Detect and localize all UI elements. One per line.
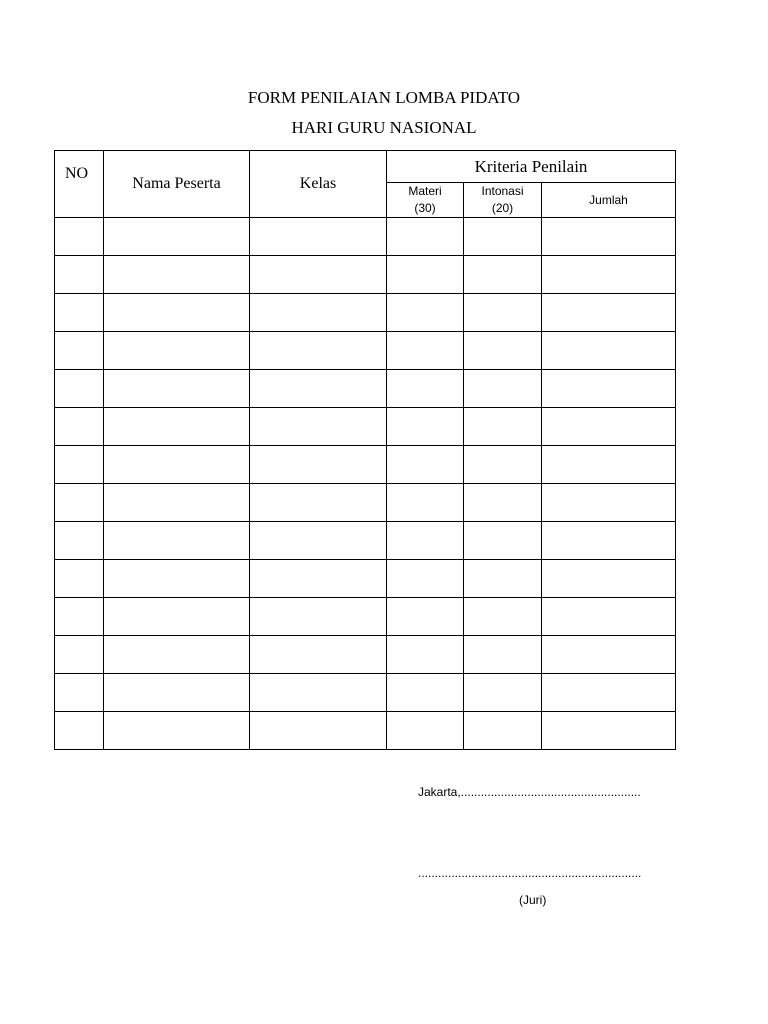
cell-intonasi[interactable]: [464, 294, 542, 332]
cell-materi[interactable]: [387, 408, 464, 446]
table-row: [55, 446, 676, 484]
cell-materi[interactable]: [387, 522, 464, 560]
cell-no[interactable]: [55, 674, 104, 712]
cell-jumlah[interactable]: [542, 484, 676, 522]
cell-jumlah[interactable]: [542, 598, 676, 636]
cell-intonasi[interactable]: [464, 256, 542, 294]
cell-no[interactable]: [55, 332, 104, 370]
assessment-table: [54, 150, 676, 750]
table-row: [55, 636, 676, 674]
header-intonasi-label: Intonasi: [481, 184, 524, 198]
cell-intonasi[interactable]: [464, 332, 542, 370]
cell-nama[interactable]: [104, 636, 250, 674]
cell-jumlah[interactable]: [542, 408, 676, 446]
cell-jumlah[interactable]: [542, 636, 676, 674]
table-body: [55, 218, 676, 750]
cell-jumlah[interactable]: [542, 294, 676, 332]
cell-kelas[interactable]: [250, 294, 387, 332]
cell-no[interactable]: [55, 484, 104, 522]
table-row: [55, 598, 676, 636]
table-row: [55, 674, 676, 712]
cell-kelas[interactable]: [250, 332, 387, 370]
header-intonasi-score: (20): [491, 201, 514, 215]
cell-no[interactable]: [55, 560, 104, 598]
cell-nama[interactable]: [104, 522, 250, 560]
form-title: FORM PENILAIAN LOMBA PIDATO: [247, 88, 521, 107]
table-row: [55, 294, 676, 332]
cell-jumlah[interactable]: [542, 332, 676, 370]
cell-intonasi[interactable]: [464, 408, 542, 446]
table-row: [55, 370, 676, 408]
juri-label: (Juri): [519, 893, 547, 907]
header-kelas: Kelas: [250, 151, 387, 218]
cell-no[interactable]: [55, 408, 104, 446]
cell-intonasi[interactable]: [464, 674, 542, 712]
cell-jumlah[interactable]: [542, 446, 676, 484]
cell-intonasi[interactable]: [464, 712, 542, 750]
cell-no[interactable]: [55, 598, 104, 636]
cell-materi[interactable]: [387, 598, 464, 636]
header-nama-peserta: Nama Peserta: [104, 151, 250, 218]
header-jumlah: Jumlah: [542, 183, 676, 218]
cell-materi[interactable]: [387, 712, 464, 750]
table-row: [55, 408, 676, 446]
cell-intonasi[interactable]: [464, 560, 542, 598]
cell-intonasi[interactable]: [464, 484, 542, 522]
cell-intonasi[interactable]: [464, 522, 542, 560]
table-row: [55, 256, 676, 294]
cell-materi[interactable]: [387, 370, 464, 408]
cell-intonasi[interactable]: [464, 370, 542, 408]
header-kriteria-penilaian: Kriteria Penilain: [387, 151, 676, 183]
cell-nama[interactable]: [104, 256, 250, 294]
signature-line: ...................................................................: [418, 866, 642, 880]
table-row: [55, 332, 676, 370]
header-materi: [387, 183, 464, 218]
cell-jumlah[interactable]: [542, 256, 676, 294]
cell-nama[interactable]: [104, 674, 250, 712]
header-materi-score: (30): [414, 201, 436, 215]
cell-nama[interactable]: [104, 218, 250, 256]
form-subtitle: HARI GURU NASIONAL: [291, 118, 477, 137]
cell-intonasi[interactable]: [464, 598, 542, 636]
cell-kelas[interactable]: [250, 408, 387, 446]
cell-jumlah[interactable]: [542, 712, 676, 750]
cell-materi[interactable]: [387, 446, 464, 484]
cell-no[interactable]: [55, 218, 104, 256]
cell-intonasi[interactable]: [464, 218, 542, 256]
header-intonasi: [464, 183, 542, 218]
cell-materi[interactable]: [387, 560, 464, 598]
cell-no[interactable]: [55, 370, 104, 408]
cell-materi[interactable]: [387, 294, 464, 332]
cell-kelas[interactable]: [250, 446, 387, 484]
table-row: [55, 522, 676, 560]
table-row: [55, 560, 676, 598]
cell-materi[interactable]: [387, 484, 464, 522]
cell-materi[interactable]: [387, 218, 464, 256]
cell-materi[interactable]: [387, 332, 464, 370]
header-materi-label: Materi: [408, 184, 442, 198]
cell-nama[interactable]: [104, 712, 250, 750]
cell-nama[interactable]: [104, 332, 250, 370]
cell-kelas[interactable]: [250, 598, 387, 636]
cell-materi[interactable]: [387, 256, 464, 294]
cell-nama[interactable]: [104, 408, 250, 446]
cell-nama[interactable]: [104, 294, 250, 332]
cell-kelas[interactable]: [250, 218, 387, 256]
cell-materi[interactable]: [387, 674, 464, 712]
cell-jumlah[interactable]: [542, 522, 676, 560]
cell-materi[interactable]: [387, 636, 464, 674]
cell-no[interactable]: [55, 294, 104, 332]
cell-kelas[interactable]: [250, 522, 387, 560]
cell-nama[interactable]: [104, 560, 250, 598]
cell-nama[interactable]: [104, 446, 250, 484]
cell-no[interactable]: [55, 712, 104, 750]
cell-kelas[interactable]: [250, 484, 387, 522]
cell-no[interactable]: [55, 636, 104, 674]
table-row: [55, 484, 676, 522]
cell-kelas[interactable]: [250, 674, 387, 712]
cell-jumlah[interactable]: [542, 218, 676, 256]
cell-intonasi[interactable]: [464, 446, 542, 484]
place-date-line: Jakarta,......................................................: [418, 785, 641, 799]
cell-jumlah[interactable]: [542, 674, 676, 712]
cell-no[interactable]: [55, 256, 104, 294]
cell-kelas[interactable]: [250, 370, 387, 408]
cell-kelas[interactable]: [250, 712, 387, 750]
cell-kelas[interactable]: [250, 256, 387, 294]
cell-intonasi[interactable]: [464, 636, 542, 674]
cell-kelas[interactable]: [250, 636, 387, 674]
header-no: NO: [55, 151, 104, 218]
cell-nama[interactable]: [104, 370, 250, 408]
cell-jumlah[interactable]: [542, 370, 676, 408]
cell-jumlah[interactable]: [542, 560, 676, 598]
cell-nama[interactable]: [104, 484, 250, 522]
table-row: [55, 712, 676, 750]
cell-kelas[interactable]: [250, 560, 387, 598]
cell-no[interactable]: [55, 522, 104, 560]
cell-no[interactable]: [55, 446, 104, 484]
table-row: [55, 218, 676, 256]
cell-nama[interactable]: [104, 598, 250, 636]
